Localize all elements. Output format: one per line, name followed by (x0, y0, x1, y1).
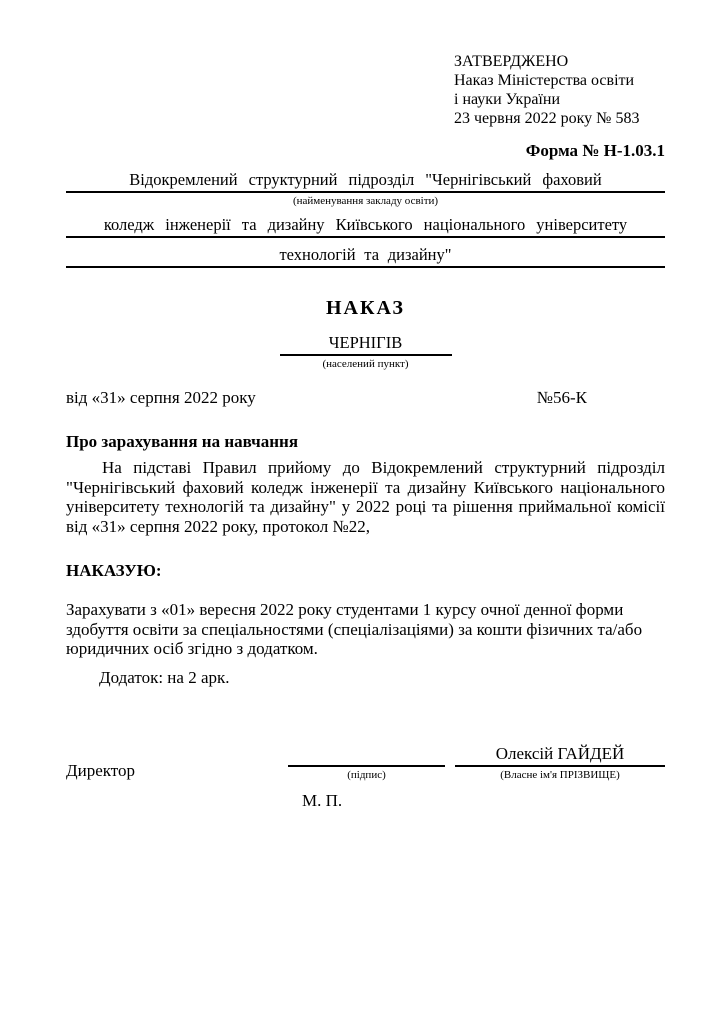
seal-placeholder: М. П. (302, 790, 343, 810)
city-name: ЧЕРНІГІВ (280, 333, 452, 356)
document-title: НАКАЗ (325, 297, 405, 319)
order-number: №56-К (536, 388, 587, 407)
order-paragraph: Зарахувати з «01» вересня 2022 року студентами 1 курсу очної денної форми здобуття освіти за спеціальностями (спеціалізаціями) за кошти фізичних та/або юридичних осіб згідно з додатком. (66, 600, 643, 658)
signature-field (288, 744, 445, 782)
institution-name-line-3: технологій та дизайну" (66, 245, 665, 268)
form-number: Форма № Н-1.03.1 (525, 141, 665, 160)
city-block (66, 333, 665, 371)
institution-name-line-1: Відокремлений структурний підрозділ "Чернігівський фаховий (66, 170, 665, 193)
date-number-row (66, 388, 665, 408)
approval-block (454, 52, 665, 128)
attachment-note: Додаток: на 2 арк. (99, 667, 230, 687)
approval-line: 23 червня 2022 року № 583 (454, 110, 640, 127)
approval-line: і науки України (454, 91, 560, 108)
city-caption: (населений пункт) (322, 358, 409, 370)
order-subject: Про зарахування на навчання (66, 432, 299, 451)
approval-line: ЗАТВЕРДЖЕНО (454, 53, 569, 70)
institution-caption: (найменування закладу освіти) (292, 195, 439, 207)
approval-line: Наказ Міністерства освіти (454, 72, 635, 89)
signature-row (66, 744, 665, 782)
signer-position: Директор (66, 760, 135, 780)
order-word: НАКАЗУЮ: (66, 561, 162, 580)
signature-line (288, 744, 445, 767)
signature-caption: (підпис) (347, 768, 386, 781)
basis-paragraph: На підставі Правил прийому до Відокремлений структурний підрозділ "Чернігівський фаховий коледж інженерії та дизайну Київського національного університету технологій та дизайну" у 2022 році та рішення приймальної комісії від «31» серпня 2022 року, протокол №22, (66, 458, 665, 536)
signer-name: Олексій ГАЙДЕЙ (455, 744, 665, 767)
signer-name-field (455, 744, 665, 782)
institution-name-line-2: коледж інженерії та дизайну Київського національного університету (66, 215, 665, 238)
order-date: від «31» серпня 2022 року (66, 388, 256, 407)
signer-name-caption: (Власне ім'я ПРІЗВИЩЕ) (500, 768, 620, 781)
institution-block (66, 170, 665, 268)
